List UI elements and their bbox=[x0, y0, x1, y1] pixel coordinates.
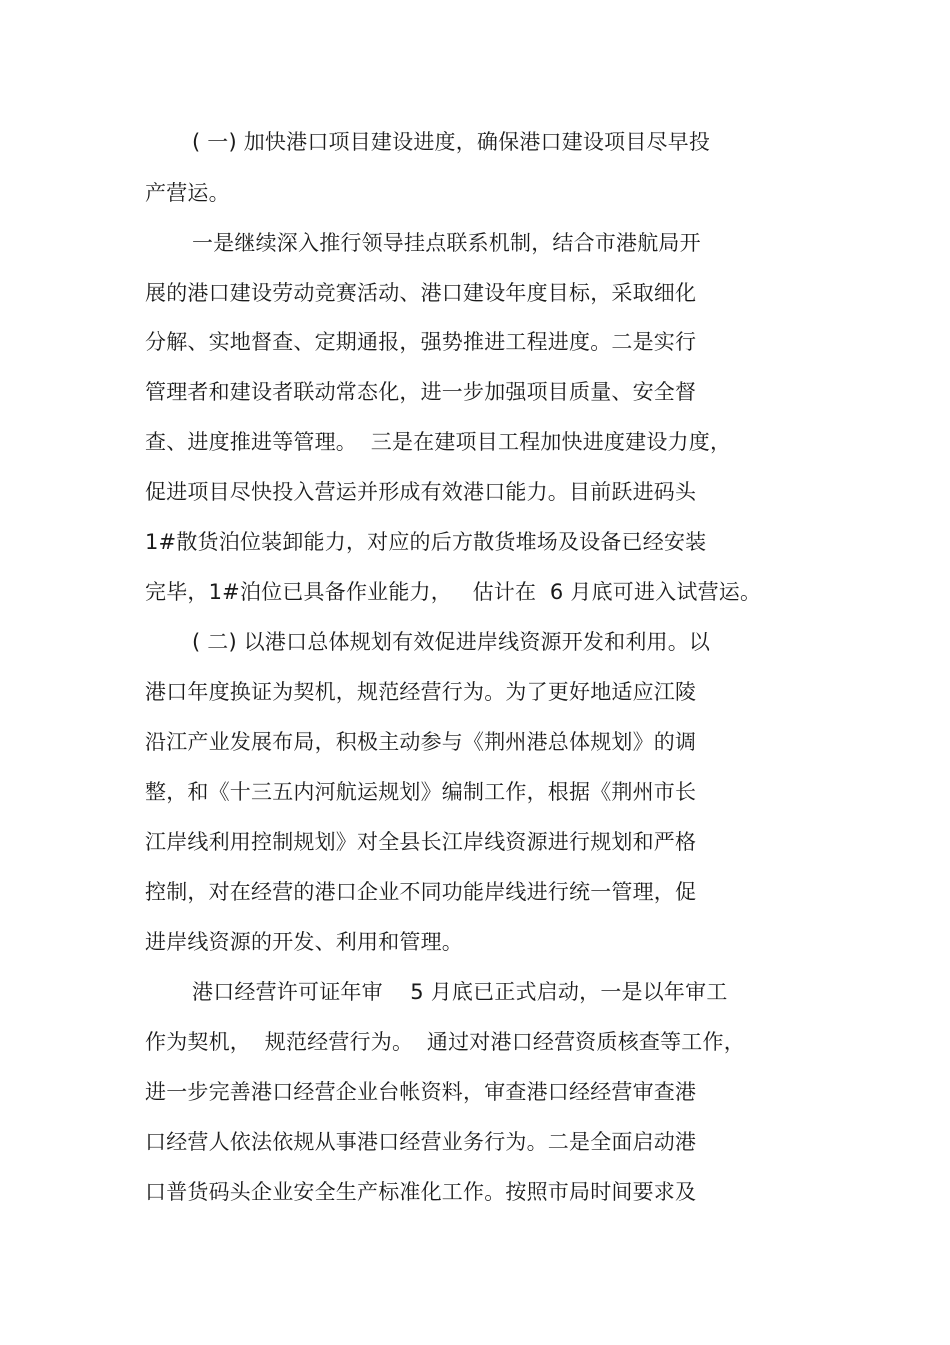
text-line: 展的港口建设劳动竞赛活动、港口建设年度目标，采取细化 bbox=[145, 281, 697, 305]
text-line: 沿江产业发展布局，积极主动参与《荆州港总体规划》的调 bbox=[145, 730, 697, 754]
text-line: 作为契机， 规范经营行为。 通过对港口经营资质核查等工作， bbox=[145, 1030, 745, 1054]
text-line: 完毕，1#泊位已具备作业能力， 估计在 6 月底可进入试营运。 bbox=[145, 580, 762, 604]
text-line: 进岸线资源的开发、利用和管理。 bbox=[145, 930, 463, 954]
text-line: 一是继续深入推行领导挂点联系机制，结合市港航局开 bbox=[192, 231, 701, 255]
text-line: 查、进度推进等管理。 三是在建项目工程加快进度建设力度， bbox=[145, 430, 732, 454]
text-line: 1#散货泊位装卸能力，对应的后方散货堆场及设备已经安装 bbox=[145, 530, 707, 554]
text-line: 港口经营许可证年审 5 月底已正式启动，一是以年审工 bbox=[192, 980, 728, 1004]
text-line: 口普货码头企业安全生产标准化工作。按照市局时间要求及 bbox=[145, 1180, 697, 1204]
text-line: 控制，对在经营的港口企业不同功能岸线进行统一管理，促 bbox=[145, 880, 697, 904]
text-line: 产营运。 bbox=[145, 181, 230, 205]
text-line: 整，和《十三五内河航运规划》编制工作，根据《荆州市长 bbox=[145, 780, 697, 804]
text-line: 港口年度换证为契机，规范经营行为。为了更好地适应江陵 bbox=[145, 680, 697, 704]
text-line: 促进项目尽快投入营运并形成有效港口能力。目前跃进码头 bbox=[145, 480, 697, 504]
text-line: 江岸线利用控制规划》对全县长江岸线资源进行规划和严格 bbox=[145, 830, 697, 854]
text-line: 进一步完善港口经营企业台帐资料，审查港口经经营审查港 bbox=[145, 1080, 697, 1104]
text-line: ( 一) 加快港口项目建设进度，确保港口建设项目尽早投 bbox=[192, 130, 711, 154]
text-line: 分解、实地督查、定期通报，强势推进工程进度。二是实行 bbox=[145, 330, 697, 354]
text-line: 管理者和建设者联动常态化，进一步加强项目质量、安全督 bbox=[145, 380, 697, 404]
text-line: ( 二) 以港口总体规划有效促进岸线资源开发和利用。以 bbox=[192, 630, 711, 654]
text-line: 口经营人依法依规从事港口经营业务行为。二是全面启动港 bbox=[145, 1130, 697, 1154]
